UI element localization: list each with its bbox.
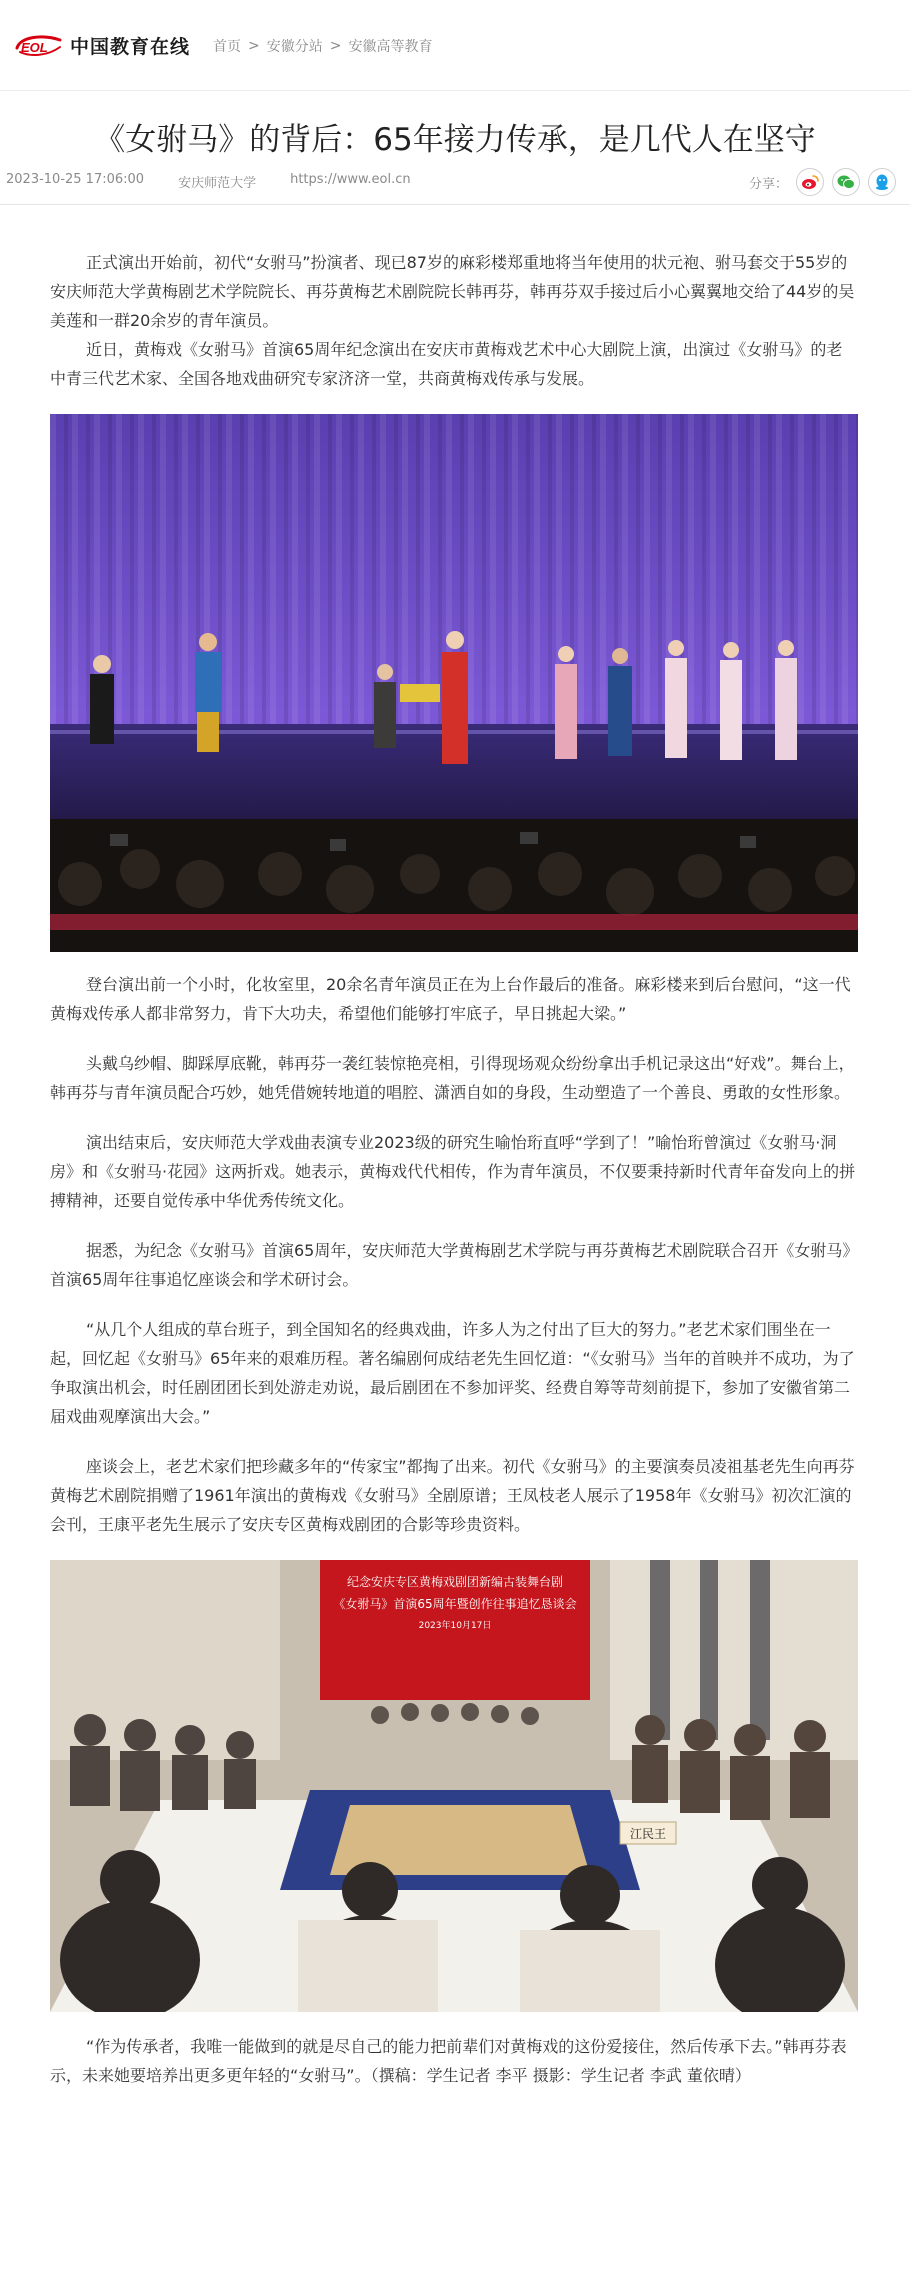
wechat-share-button[interactable] xyxy=(832,168,860,196)
qq-share-button[interactable] xyxy=(868,168,896,196)
paragraph: 据悉，为纪念《女驸马》首演65周年，安庆师范大学黄梅剧艺术学院与再芬黄梅艺术剧院联合召开《女驸马》首演65周年往事追忆座谈会和学术研讨会。 xyxy=(50,1241,851,1289)
symposium-photo-image xyxy=(50,1560,858,2012)
breadcrumb xyxy=(213,36,432,56)
article-body xyxy=(50,248,858,2111)
stage-performance-photo xyxy=(50,414,858,952)
site-header xyxy=(0,0,910,91)
breadcrumb-separator: > xyxy=(248,38,260,54)
banner-line-3: 2023年10月17日 xyxy=(418,1621,492,1631)
site-logo[interactable] xyxy=(14,30,190,60)
breadcrumb-higher-edu[interactable]: 安徽高等教育 xyxy=(348,39,433,55)
weibo-icon xyxy=(801,174,819,190)
stage-photo-image xyxy=(50,414,858,952)
paragraph: 正式演出开始前，初代“女驸马”扮演者、现已87岁的麻彩楼郑重地将当年使用的状元袍、驸马套交于55岁的安庆师范大学黄梅剧艺术学院院长、再芬黄梅艺术剧院院长韩再芬，韩再芬双手接过后小心翼翼地交给了44岁的吴美莲和一群20余岁的青年演员。 xyxy=(50,253,855,330)
paragraph: 座谈会上，老艺术家们把珍藏多年的“传家宝”都掏了出来。初代《女驸马》的主要演奏员凌祖基老先生向再芬黄梅艺术剧院捐赠了1961年演出的黄梅戏《女驸马》全剧原谱；王凤枝老人展示了1958年《女驸马》初次汇演的会刊，王康平老先生展示了安庆专区黄梅戏剧团的合影等珍贵资料。 xyxy=(50,1457,855,1534)
eol-logo-icon xyxy=(14,31,64,59)
qq-icon xyxy=(874,173,890,191)
symposium-photo xyxy=(50,1560,858,2012)
paragraph: 头戴乌纱帽、脚踩厚底靴，韩再芬一袭红装惊艳亮相，引得现场观众纷纷拿出手机记录这出“好戏”。舞台上，韩再芬与青年演员配合巧妙，她凭借婉转地道的唱腔、潇洒自如的身段，生动塑造了一个善良、勇敢的女性形象。 xyxy=(50,1054,855,1102)
site-name: 中国教育在线 xyxy=(70,35,191,58)
source-url[interactable]: https://www.eol.cn xyxy=(290,172,411,187)
banner-line-2: 《女驸马》首演65周年暨创作往事追忆恳谈会 xyxy=(333,1597,577,1611)
article-meta xyxy=(6,172,445,191)
breadcrumb-home[interactable]: 首页 xyxy=(213,39,241,55)
breadcrumb-anhui[interactable]: 安徽分站 xyxy=(266,39,323,55)
paragraph: “作为传承者，我唯一能做到的就是尽自己的能力把前辈们对黄梅戏的这份爱接住，然后传承下去。”韩再芬表示，未来她要培养出更多更年轻的“女驸马”。（撰稿：学生记者 李平 摄影：学生记者 李武 董依晴） xyxy=(50,2037,847,2085)
share-bar xyxy=(749,168,896,196)
paragraph: 演出结束后，安庆师范大学戏曲表演专业2023级的研究生喻怡珩直呼“学到了！”喻怡珩曾演过《女驸马·洞房》和《女驸马·花园》这两折戏。她表示，黄梅戏代代相传，作为青年演员，不仅要秉持新时代青年奋发向上的拼搏精神，还要自觉传承中华优秀传统文化。 xyxy=(50,1133,856,1210)
article-title: 《女驸马》的背后：65年接力传承，是几代人在坚守 xyxy=(94,121,816,158)
breadcrumb-separator: > xyxy=(329,38,342,54)
weibo-share-button[interactable] xyxy=(796,168,824,196)
paragraph: 近日，黄梅戏《女驸马》首演65周年纪念演出在安庆市黄梅戏艺术中心大剧院上演，出演过《女驸马》的老中青三代艺术家、全国各地戏曲研究专家济济一堂，共商黄梅戏传承与发展。 xyxy=(50,340,843,388)
article-source: 安庆师范大学 xyxy=(178,176,257,191)
banner-line-1: 纪念安庆专区黄梅戏剧团新编古装舞台剧 xyxy=(346,1575,564,1589)
logo-mark-text: EOL xyxy=(21,40,48,55)
paragraph: 登台演出前一个小时，化妆室里，20余名青年演员正在为上台作最后的准备。麻彩楼来到后台慰问，“这一代黄梅戏传承人都非常努力，肯下大功夫，希望他们能够打牢底子，早日挑起大梁。” xyxy=(50,975,851,1023)
paragraph: “从几个人组成的草台班子，到全国知名的经典戏曲，许多人为之付出了巨大的努力。”老艺术家们围坐在一起，回忆起《女驸马》65年来的艰难历程。著名编剧何成结老先生回忆道：“《女驸马》当年的首映并不成功，为了争取演出机会，时任剧团团长到处游走劝说，最后剧团在不参加评奖、经费自筹等苛刻前提下，参加了安徽省第二届戏曲观摩演出大会。” xyxy=(50,1320,855,1426)
wechat-icon xyxy=(837,174,855,190)
publish-date: 2023-10-25 17:06:00 xyxy=(6,172,145,187)
meta-divider xyxy=(0,204,910,205)
nameplate-text: 江民王 xyxy=(629,1827,667,1841)
share-label: 分享： xyxy=(748,176,788,192)
